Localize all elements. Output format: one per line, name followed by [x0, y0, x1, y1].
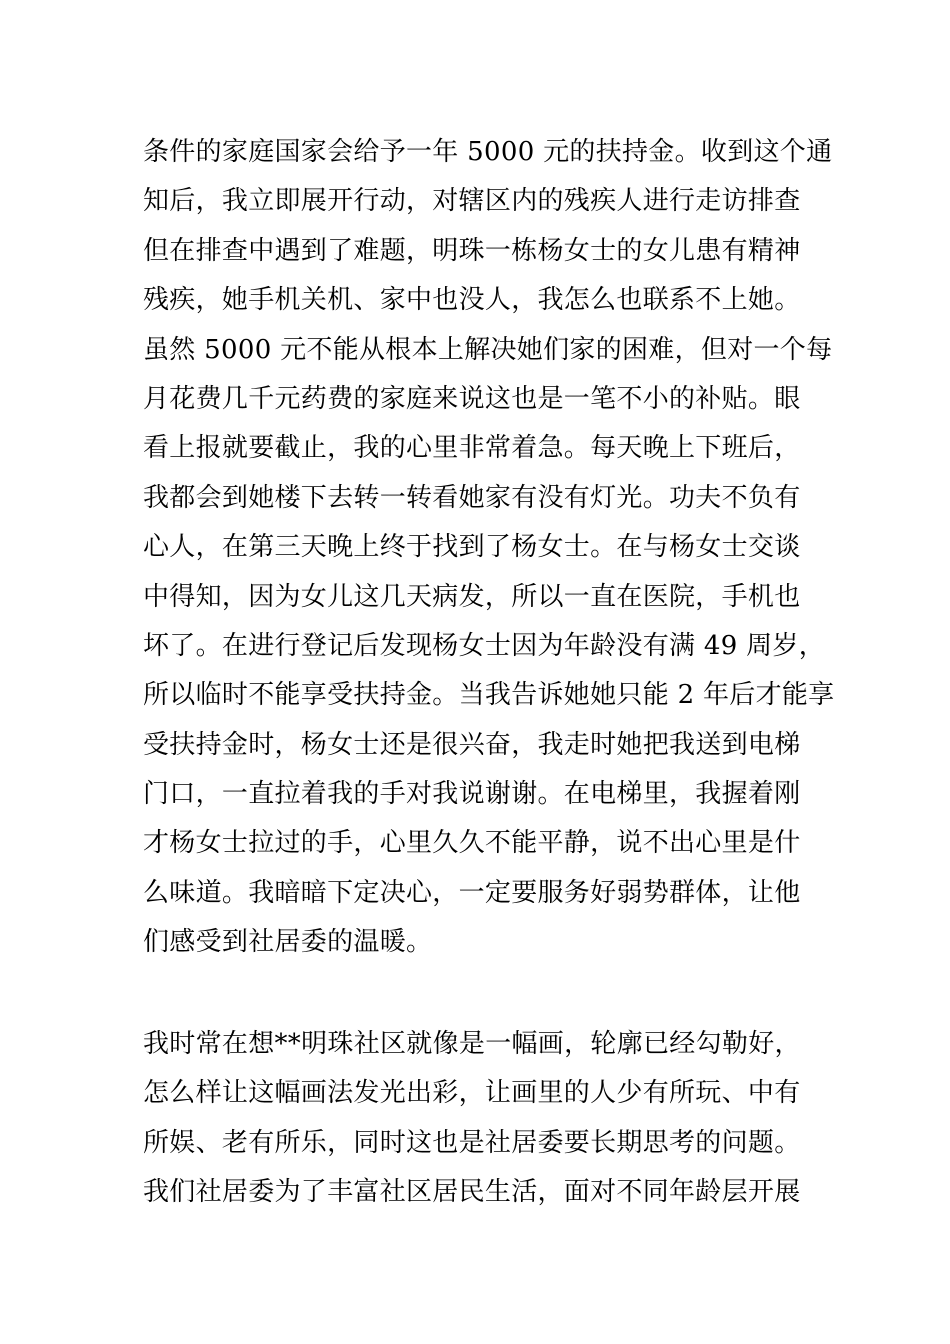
text-line: 看上报就要截止，我的心里非常着急。每天晚上下班后， — [143, 433, 801, 464]
text-line: 残疾，她手机关机、家中也没人，我怎么也联系不上她。 — [143, 285, 801, 316]
text-line: 坏了。在进行登记后发现杨女士因为年龄没有满 49 周岁， — [143, 630, 826, 661]
text-line: 所以临时不能享受扶持金。当我告诉她她只能 2 年后才能享 — [143, 680, 835, 711]
text-line: 门口，一直拉着我的手对我说谢谢。在电梯里，我握着刚 — [143, 779, 801, 810]
text-line: 虽然 5000 元不能从根本上解决她们家的困难，但对一个每 — [143, 334, 833, 365]
text-line: 我都会到她楼下去转一转看她家有没有灯光。功夫不负有 — [143, 482, 801, 513]
text-line: 月花费几千元药费的家庭来说这也是一笔不小的补贴。眼 — [143, 383, 801, 414]
text-line: 知后，我立即展开行动，对辖区内的残疾人进行走访排查 — [143, 186, 801, 217]
paragraph-2 — [143, 1020, 823, 1218]
text-line: 我们社居委为了丰富社区居民生活，面对不同年龄层开展 — [143, 1177, 801, 1208]
paragraph-1 — [143, 128, 835, 968]
text-line: 么味道。我暗暗下定决心，一定要服务好弱势群体，让他 — [143, 877, 801, 908]
text-line: 所娱、老有所乐，同时这也是社居委要长期思考的问题。 — [143, 1127, 801, 1158]
text-line: 怎么样让这幅画法发光出彩，让画里的人少有所玩、中有 — [143, 1078, 801, 1109]
text-line: 心人，在第三天晚上终于找到了杨女士。在与杨女士交谈 — [143, 532, 801, 563]
text-line: 但在排查中遇到了难题，明珠一栋杨女士的女儿患有精神 — [143, 235, 801, 266]
text-line: 们感受到社居委的温暖。 — [143, 927, 433, 958]
text-line: 才杨女士拉过的手，心里久久不能平静，说不出心里是什 — [143, 828, 801, 859]
text-line: 中得知，因为女儿这几天病发，所以一直在医院，手机也 — [143, 581, 801, 612]
text-line: 受扶持金时，杨女士还是很兴奋，我走时她把我送到电梯 — [143, 729, 801, 760]
text-line: 条件的家庭国家会给予一年 5000 元的扶持金。收到这个通 — [143, 137, 833, 167]
text-line: 我时常在想**明珠社区就像是一幅画，轮廓已经勾勒好， — [143, 1029, 801, 1059]
